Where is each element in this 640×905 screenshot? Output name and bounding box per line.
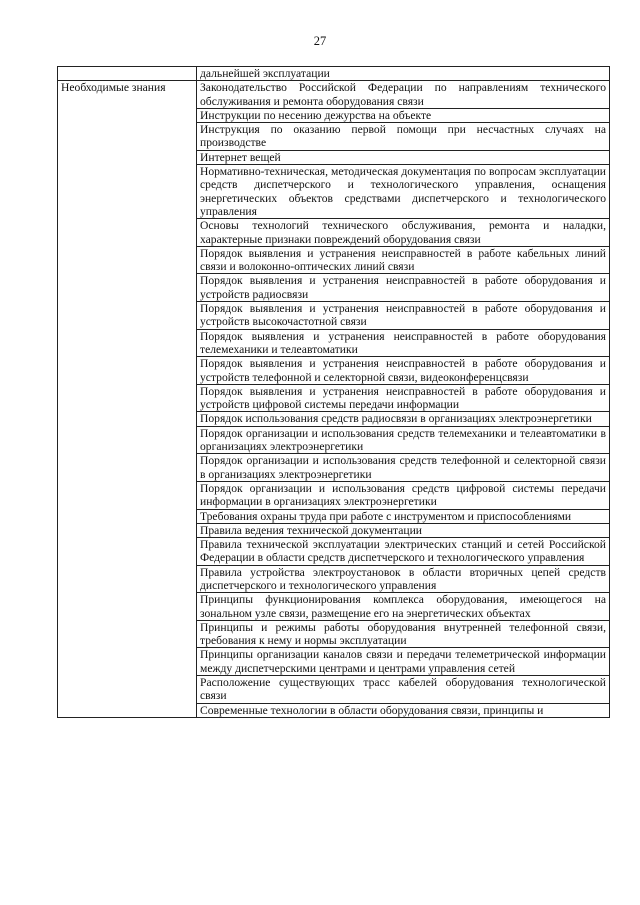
table-row xyxy=(58,81,610,109)
knowledge-item: Требования охраны труда при работе с инструментом и приспособлениями xyxy=(197,509,610,523)
knowledge-item: Правила устройства электроустановок в области вторичных цепей средств диспетчерского и технологического управления xyxy=(197,565,610,593)
knowledge-item: Интернет вещей xyxy=(197,150,610,164)
knowledge-item: Порядок выявления и устранения неисправностей в работе оборудования и устройств радиосвязи xyxy=(197,274,610,302)
knowledge-item: Порядок организации и использования средств телемеханики и телеавтоматики в организациях электроэнергетики xyxy=(197,426,610,454)
page-number: 27 xyxy=(313,34,327,48)
empty-label-cell xyxy=(58,67,197,81)
knowledge-item: Порядок выявления и устранения неисправностей в работе оборудования и устройств высокочастотной связи xyxy=(197,302,610,330)
knowledge-item: Правила технической эксплуатации электрических станций и сетей Российской Федерации в области средств диспетчерского и технологического управления xyxy=(197,538,610,566)
knowledge-item: Порядок организации и использования средств цифровой системы передачи информации в организациях электроэнергетики xyxy=(197,481,610,509)
knowledge-item: Принципы организации каналов связи и передачи телеметрической информации между диспетчерскими центрами и центрами управления сетей xyxy=(197,648,610,676)
knowledge-item: Порядок использования средств радиосвязи в организациях электроэнергетики xyxy=(197,412,610,426)
knowledge-item: Расположение существующих трасс кабелей оборудования технологической связи xyxy=(197,676,610,704)
continuation-cell: дальнейшей эксплуатации xyxy=(197,67,610,81)
knowledge-item: Порядок выявления и устранения неисправностей в работе оборудования и устройств цифровой системы передачи информации xyxy=(197,384,610,412)
knowledge-item: Инструкция по оказанию первой помощи при несчастных случаях на производстве xyxy=(197,123,610,151)
knowledge-item: Законодательство Российской Федерации по направлениям технического обслуживания и ремонта оборудования связи xyxy=(197,81,610,109)
knowledge-item: Принципы и режимы работы оборудования внутренней телефонной связи, требования к нему и нормы эксплуатации xyxy=(197,620,610,648)
knowledge-item: Порядок выявления и устранения неисправностей в работе оборудования и устройств телефонной и селекторной связи, видеоконференцсвязи xyxy=(197,357,610,385)
knowledge-item: Правила ведения технической документации xyxy=(197,523,610,537)
requirements-table-body xyxy=(58,67,610,718)
knowledge-item: Инструкции по несению дежурства на объекте xyxy=(197,108,610,122)
knowledge-item: Основы технологий технического обслуживания, ремонта и наладки, характерные признаки повреждений оборудования связи xyxy=(197,219,610,247)
knowledge-item: Порядок выявления и устранения неисправностей в работе кабельных линий связи и волоконно-оптических линий связи xyxy=(197,246,610,274)
knowledge-item: Порядок выявления и устранения неисправностей в работе оборудования телемеханики и телеавтоматики xyxy=(197,329,610,357)
requirements-table xyxy=(57,66,610,718)
section-label: Необходимые знания xyxy=(61,81,166,95)
knowledge-item: Принципы функционирования комплекса оборудования, имеющегося на зональном узле связи, размещение его на энергетических объектах xyxy=(197,593,610,621)
table-row-continuation xyxy=(58,67,610,81)
knowledge-item: Порядок организации и использования средств телефонной и селекторной связи в организациях электроэнергетики xyxy=(197,454,610,482)
knowledge-item: Современные технологии в области оборудования связи, принципы и xyxy=(197,703,610,717)
knowledge-item: Нормативно-техническая, методическая документация по вопросам эксплуатации средств диспетчерского и технологического управления, оснащения энергетических объектов средствами диспетчерского и технологического управления xyxy=(197,165,610,219)
section-label-cell xyxy=(58,81,197,718)
